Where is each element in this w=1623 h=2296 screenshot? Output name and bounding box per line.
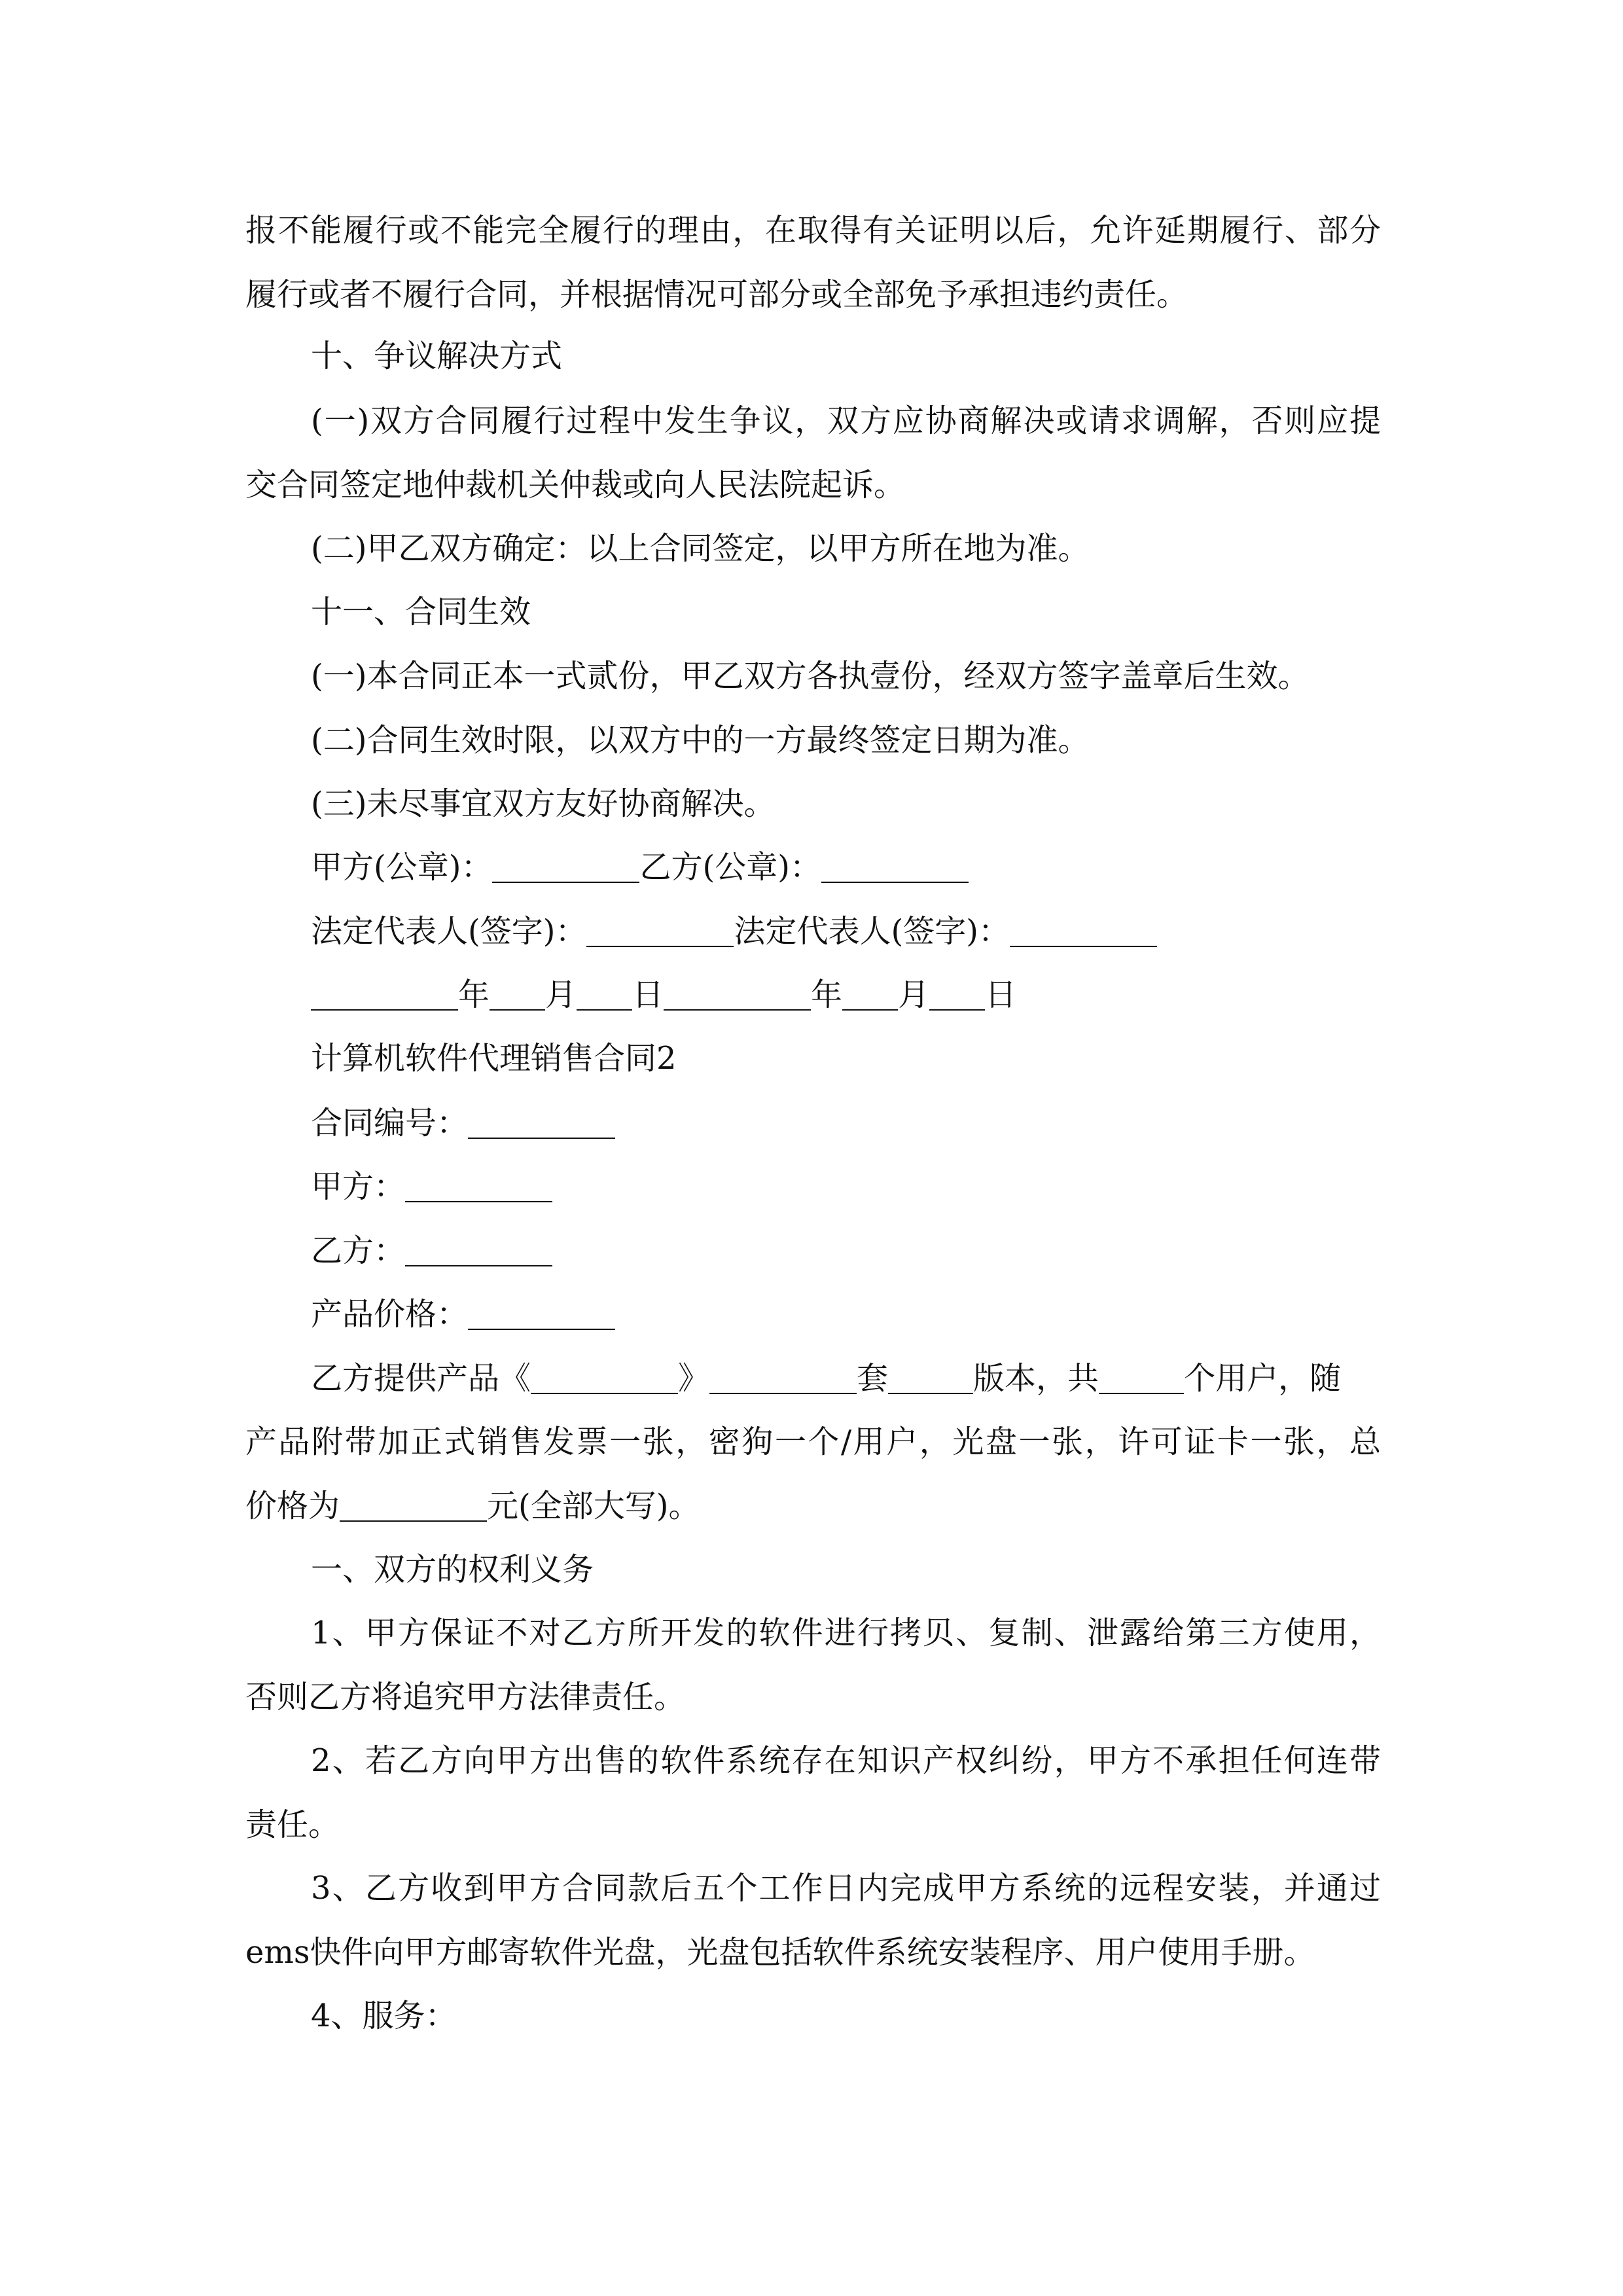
paragraph-line: 2、若乙方向甲方出售的软件系统存在知识产权纠纷，甲方不承担任何连带 [311,1742,1381,1779]
blank-field [311,980,458,1011]
paragraph-line: 产品附带加正式销售发票一张，密狗一个/用户，光盘一张，许可证卡一张，总 [245,1424,1381,1460]
paragraph-line: 责任。 [245,1806,340,1843]
paragraph-line: 1、甲方保证不对乙方所开发的软件进行拷贝、复制、泄露给第三方使用， [311,1615,1381,1651]
document-title: 计算机软件代理销售合同2 [311,1040,677,1077]
day-label: 日 [632,977,664,1013]
party-b-seal-label: 乙方(公章)： [639,849,821,886]
blank-field [490,980,545,1011]
field-line [311,1231,1381,1270]
field-line [311,1167,1381,1206]
paragraph-line: (一)双方合同履行过程中发生争议，双方应协商解决或请求调解，否则应提 [311,403,1381,439]
paragraph-line: (二)合同生效时限，以双方中的一方最终签定日期为准。 [311,722,1090,759]
text-span: 元(全部大写)。 [487,1488,700,1524]
legal-rep-a-label: 法定代表人(签字)： [311,913,587,950]
paragraph-line: 4、服务： [311,1998,457,2034]
year-label: 年 [458,977,490,1013]
text-span: 》 [678,1360,710,1397]
paragraph-line: 交合同签定地仲裁机关仲裁或向人民法院起诉。 [245,467,906,503]
paragraph-line: 3、乙方收到甲方合同款后五个工作日内完成甲方系统的远程安装，并通过 [311,1870,1381,1907]
year-label: 年 [811,977,843,1013]
month-label: 月 [545,977,577,1013]
paragraph-line [311,1359,1381,1398]
paragraph-line: (二)甲乙双方确定：以上合同签定，以甲方所在地为准。 [311,530,1090,567]
party-a-label: 甲方： [311,1168,406,1205]
blank-field [405,1236,552,1266]
paragraph-line: 否则乙方将追究甲方法律责任。 [245,1679,686,1715]
text-span: 套 [857,1360,889,1397]
day-label: 日 [985,977,1017,1013]
blank-field [888,1364,973,1394]
paragraph-line: (三)未尽事宜双方友好协商解决。 [311,785,776,822]
blank-field [1010,917,1157,947]
paragraph-line: ems快件向甲方邮寄软件光盘，光盘包括软件系统安装程序、用户使用手册。 [245,1934,1315,1971]
party-a-seal-label: 甲方(公章)： [311,849,493,886]
section-heading: 十、争议解决方式 [311,338,563,374]
blank-field [821,853,969,883]
blank-field [468,1109,615,1139]
blank-field [664,980,811,1011]
paragraph-line: 履行或者不履行合同，并根据情况可部分或全部免予承担违约责任。 [245,276,1188,313]
blank-field [468,1300,615,1330]
party-b-label: 乙方： [311,1232,406,1269]
section-heading: 十一、合同生效 [311,594,531,630]
blank-field [842,980,898,1011]
blank-field [405,1172,552,1202]
text-span: 乙方提供产品《 [311,1360,531,1397]
field-line [311,1295,1381,1334]
paragraph-line: 报不能履行或不能完全履行的理由，在取得有关证明以后，允许延期履行、部分 [245,212,1381,249]
paragraph-line: (一)本合同正本一式贰份，甲乙双方各执壹份，经双方签字盖章后生效。 [311,658,1310,694]
contract-no-label: 合同编号： [311,1105,469,1141]
price-label: 产品价格： [311,1296,469,1333]
month-label: 月 [898,977,930,1013]
paragraph-line [245,1486,1381,1526]
text-span: 价格为 [245,1488,340,1524]
blank-field [929,980,985,1011]
blank-field [340,1492,487,1522]
blank-field [709,1364,857,1394]
field-line [311,1103,1381,1143]
blank-field [492,853,639,883]
date-line [311,975,1381,1014]
section-heading: 一、双方的权利义务 [311,1551,594,1588]
text-span: 个用户，随 [1184,1360,1342,1397]
blank-field [1099,1364,1184,1394]
blank-field [586,917,734,947]
legal-rep-b-label: 法定代表人(签字)： [734,913,1010,950]
signature-line [311,912,1381,951]
blank-field [531,1364,678,1394]
text-span: 版本，共 [973,1360,1099,1397]
blank-field [577,980,632,1011]
signature-line [311,848,1381,887]
